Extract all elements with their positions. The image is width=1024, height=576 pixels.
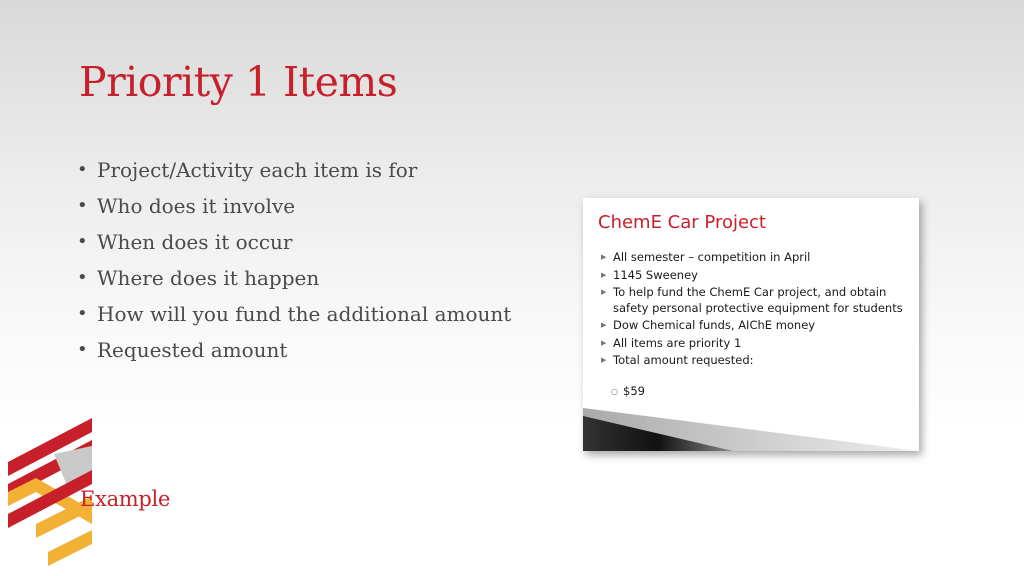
example-slide-thumbnail (583, 198, 919, 451)
bullet-item: • How will you fund the additional amount (75, 297, 511, 333)
arrow-bullet-icon: ▶ (601, 270, 607, 279)
example-bullet-item (601, 285, 911, 316)
bullet-item: • Requested amount (75, 333, 511, 369)
circle-sub-bullet-icon: ○ (611, 387, 618, 396)
slide-title: Priority 1 Items (79, 58, 398, 106)
arrow-bullet-icon: ▶ (601, 356, 607, 364)
arrow-bullet-icon: ▶ (601, 321, 607, 329)
slide-corner-wedge (583, 398, 919, 451)
example-bullet-text: To help fund the ChemE Car project, and obtain safety personal protective equipment for students (613, 285, 903, 315)
example-bullet-text: 1145 Sweeney (613, 267, 698, 282)
example-bullet-item (601, 336, 911, 352)
example-bullet-item (601, 318, 911, 334)
bullet-item: • Where does it happen (75, 261, 511, 297)
example-sub-bullet-text: $59 (623, 384, 645, 398)
bullet-list (75, 153, 511, 369)
example-bullet-text: Dow Chemical funds, AIChE money (613, 318, 816, 332)
example-bullet-item (601, 353, 911, 369)
bullet-item: • Who does it involve (75, 189, 511, 225)
example-bullet-item (601, 268, 911, 284)
example-sub-bullet (601, 384, 645, 399)
example-bullet-text: All semester – competition in April (613, 250, 811, 264)
bullet-item: • When does it occur (75, 225, 511, 261)
arrow-bullet-icon: ▶ (601, 288, 607, 296)
bullet-item: • Project/Activity each item is for (75, 153, 511, 189)
example-bullet-list (601, 250, 911, 371)
example-bullet-text: All items are priority 1 (613, 335, 742, 350)
example-bullet-text: Total amount requested: (613, 353, 754, 367)
example-slide-title: ChemE Car Project (598, 212, 766, 233)
example-label: Example (80, 487, 171, 511)
arrow-bullet-icon: ▶ (601, 338, 607, 347)
arrow-bullet-icon: ▶ (601, 253, 607, 261)
example-bullet-item (601, 250, 911, 266)
